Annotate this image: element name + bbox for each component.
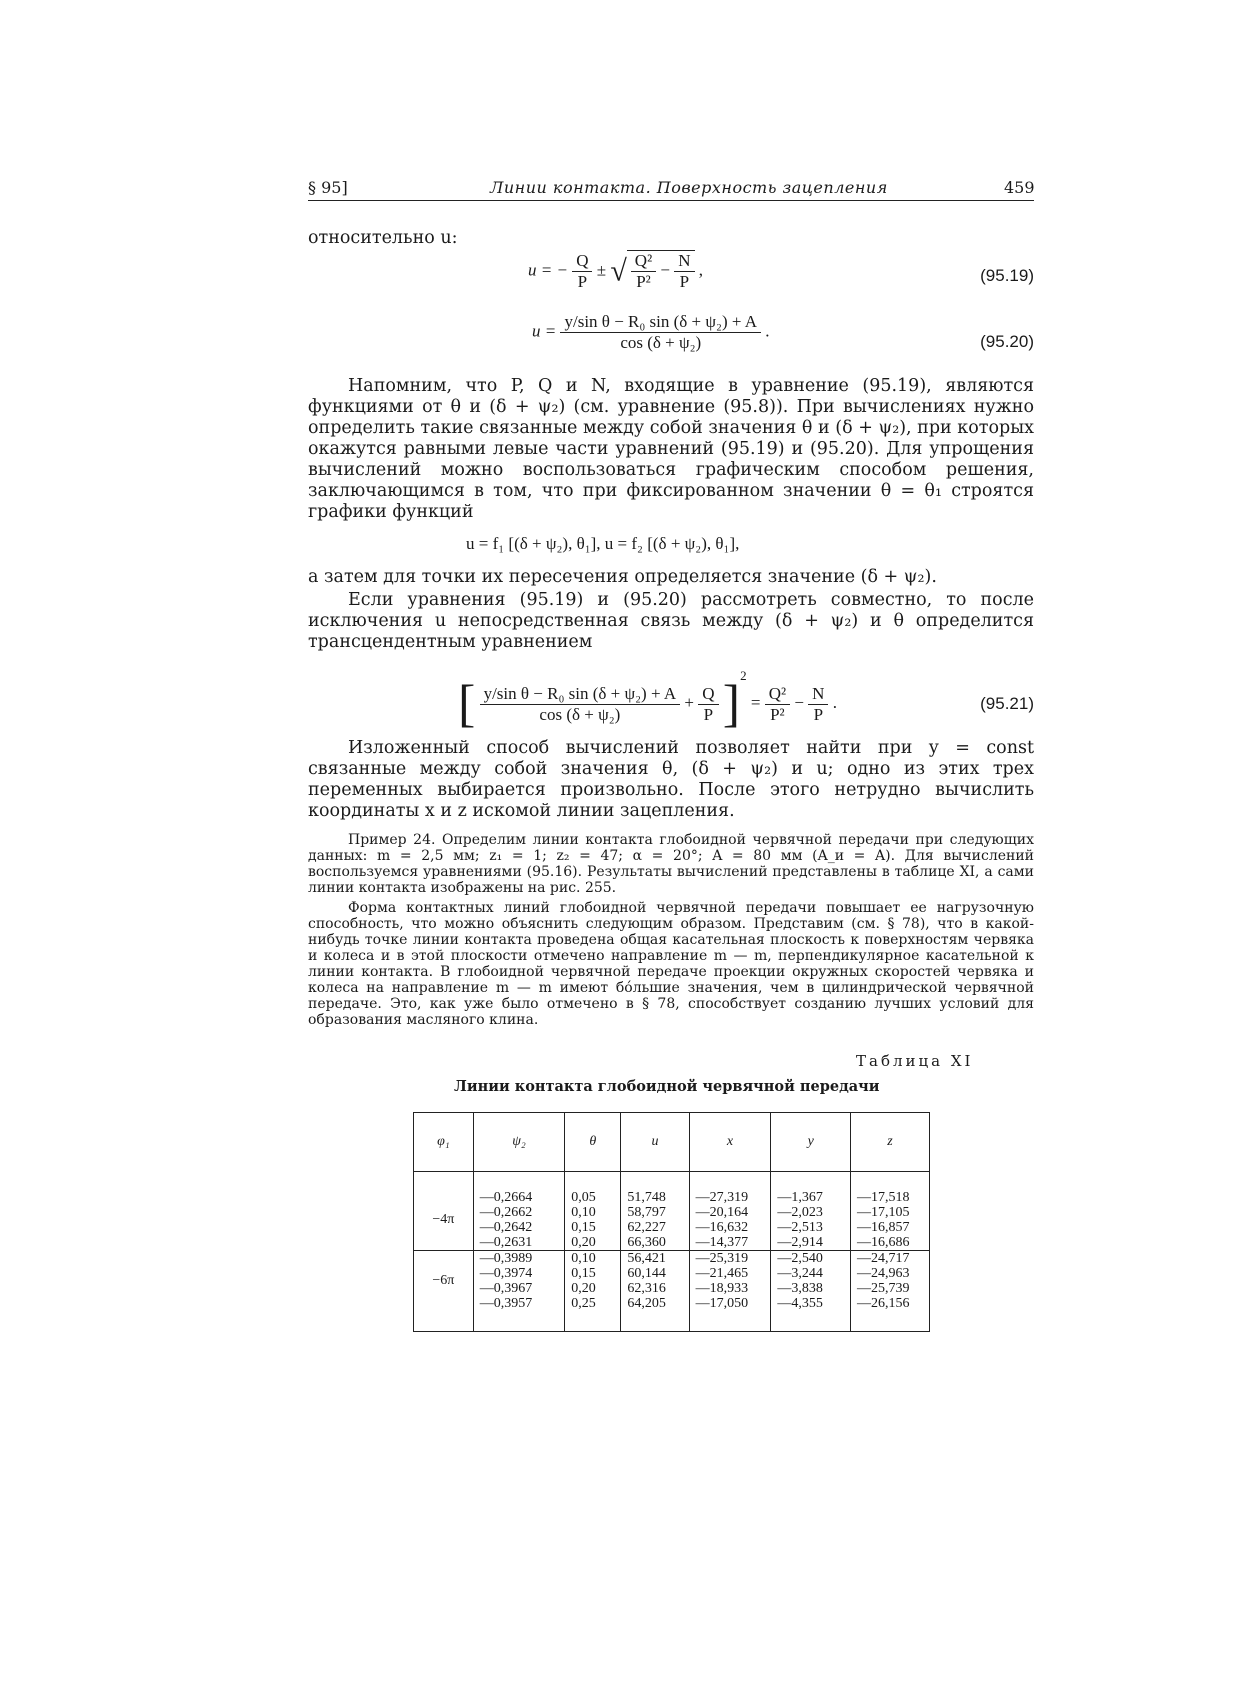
value: —0,2664 <box>479 1190 533 1205</box>
y-cell <box>771 1172 851 1251</box>
value: —20,164 <box>695 1205 749 1220</box>
eq19-num1: Q <box>572 251 592 272</box>
note-paragraph: Форма контактных линий глобоидной червячной передачи повышает ее нагрузочную способность, что можно объяснить следующим образом. Представим (см. § 78), что в какой-нибудь точке линии контакта проведена общая касательная плоскость к поверхностям червяка и колеса и в этой плоскости отмечено направление m — m, перпендикулярное касательной к линии контакта. В глобоидной червячной передаче проекции окружных скоростей червяка и колеса на направление m — m имеют бóльшие значения, чем в цилиндрической червячной передаче. Это, как уже было отмечено в § 78, способствует созданию лучших условий для образования масляного клина. <box>308 900 1034 1028</box>
value: 64,205 <box>627 1296 666 1311</box>
value: —0,2631 <box>479 1235 533 1250</box>
value: —24,717 <box>857 1251 910 1266</box>
paragraph-2: а затем для точки их пересечения определяется значение (δ + ψ₂). <box>308 567 937 587</box>
eq19-den1: P <box>577 272 588 291</box>
y-cell <box>771 1251 851 1332</box>
value: 62,316 <box>627 1281 666 1296</box>
eq21-p2: P² <box>770 704 785 724</box>
value: —16,632 <box>695 1220 749 1235</box>
value: 0,05 <box>571 1190 596 1205</box>
u-cell <box>621 1172 689 1251</box>
value: —16,686 <box>857 1235 910 1250</box>
value: 0,10 <box>571 1251 596 1266</box>
phi-cell: −6π <box>414 1251 474 1332</box>
header-z: z <box>851 1113 930 1172</box>
header-y: y <box>771 1113 851 1172</box>
eq21-plus: + <box>684 693 694 712</box>
value: —0,3967 <box>479 1281 533 1296</box>
eq19-sqrt-num1: Q² <box>631 251 656 272</box>
eq21-den: cos (δ + ψ₂) <box>539 704 621 724</box>
psi-cell <box>473 1251 564 1332</box>
header-phi: φ₁ <box>414 1113 474 1172</box>
eq19-pm: ± <box>596 260 607 280</box>
phi-cell: −4π <box>414 1172 474 1251</box>
value: —25,319 <box>695 1251 749 1266</box>
eq21-p: P <box>703 704 714 724</box>
eq19-sqrt-den1: P² <box>636 272 651 291</box>
value: 66,360 <box>627 1235 666 1250</box>
header-psi: ψ₂ <box>473 1113 564 1172</box>
value: —26,156 <box>857 1296 910 1311</box>
value: 51,748 <box>627 1190 666 1205</box>
eq21-rhs: = <box>750 693 761 712</box>
value: —24,963 <box>857 1266 910 1281</box>
eq21-q2: Q² <box>765 684 790 705</box>
x-cell <box>689 1172 771 1251</box>
value: —25,739 <box>857 1281 910 1296</box>
value: —17,518 <box>857 1190 910 1205</box>
eq19-minus: − <box>660 260 671 280</box>
value: 62,227 <box>627 1220 666 1235</box>
eq21-q: Q <box>698 684 718 705</box>
value: —14,377 <box>695 1235 749 1250</box>
eq20-num: y/sin θ − R₀ sin (δ + ψ₂) + A <box>560 312 761 333</box>
value: —4,355 <box>777 1296 823 1311</box>
example-paragraph: Пример 24. Определим линии контакта глобоидной червячной передачи при следующих данных: m = 2,5 мм; z₁ = 1; z₂ = 47; α = 20°; A = 80 мм (A_и = A). Для вычислений воспользуемся уравнениями (95.16). Результаты вычислений представлены в таблице XI, а сами линии контакта изображены на рис. 255. <box>308 832 1034 896</box>
value: —2,023 <box>777 1205 823 1220</box>
paragraph-1: Напомним, что P, Q и N, входящие в уравнение (95.19), являются функциями от θ и (δ + ψ₂) (см. уравнение (95.8)). При вычислениях нужно определить такие связанные между собой значения θ и (δ + ψ₂), при которых окажутся равными левые части уравнений (95.19) и (95.20). Для упрощения вычислений можно воспользоваться графическим способом решения, заключающимся в том, что при фиксированном значении θ = θ₁ строятся графики функций <box>308 376 1034 522</box>
z-cell <box>851 1251 930 1332</box>
value: —0,2662 <box>479 1205 533 1220</box>
equation-label-95-19: (95.19) <box>980 266 1034 285</box>
value: —27,319 <box>695 1190 749 1205</box>
paragraph-4: Изложенный способ вычислений позволяет найти при y = const связанные между собой значения θ, (δ + ψ₂) и u; одно из этих трех переменных выбирается произвольно. После этого нетрудно вычислить координаты x и z искомой линии зацепления. <box>308 738 1034 821</box>
data-table <box>413 1112 930 1332</box>
value: —0,2642 <box>479 1220 533 1235</box>
page-number: 459 <box>1004 178 1035 197</box>
equation-95-19: u = − $\frac{Q}{P}$ ± √ $\frac{\text{Q²}}{\text{P²}}$ − $\frac{N}{P}$ , <box>528 251 704 291</box>
psi-cell <box>473 1172 564 1251</box>
value: —2,540 <box>777 1251 823 1266</box>
value: 0,15 <box>571 1220 596 1235</box>
u-cell <box>621 1251 689 1332</box>
equation-95-21: [ $\frac{\text{y/sin θ − R₀ sin (δ + ψ₂) + A}}{\text{cos (δ + ψ₂)}}$ + $\frac{Q}{P}$ ]$^2$ = $\frac{\text{Q²}}{\text{P²}}$ − $\frac{N}{P}$ . <box>458 668 837 733</box>
value: 0,15 <box>571 1266 596 1281</box>
header-u: u <box>621 1113 689 1172</box>
table-row <box>414 1251 930 1332</box>
value: 60,144 <box>627 1266 666 1281</box>
eq21-p3: P <box>813 704 824 724</box>
z-cell <box>851 1172 930 1251</box>
header-theta: θ <box>565 1113 621 1172</box>
eq19-sqrt-den2: P <box>679 272 690 291</box>
value: —17,105 <box>857 1205 910 1220</box>
value: —1,367 <box>777 1190 823 1205</box>
table-label: Таблица XI <box>856 1052 974 1070</box>
equation-95-20 <box>532 312 770 353</box>
value: 0,10 <box>571 1205 596 1220</box>
section-number: § 95] <box>308 178 348 197</box>
value: —0,3974 <box>479 1266 533 1281</box>
eq21-n: N <box>808 684 828 705</box>
eq21-num: y/sin θ − R₀ sin (δ + ψ₂) + A <box>480 684 681 705</box>
header-rule <box>308 200 1034 201</box>
equation-label-95-20: (95.20) <box>980 332 1034 351</box>
equation-functions: u = f₁ [(δ + ψ₂), θ₁], u = f₂ [(δ + ψ₂), θ₁], <box>466 534 740 553</box>
eq20-lhs: u = <box>532 321 557 341</box>
value: —0,3989 <box>479 1251 533 1266</box>
eq20-tail: . <box>765 321 770 341</box>
paragraph-3: Если уравнения (95.19) и (95.20) рассмотреть совместно, то после исключения u непосредственная связь между (δ + ψ₂) и θ определится трансцендентным уравнением <box>308 590 1034 652</box>
value: —3,838 <box>777 1281 823 1296</box>
value: 0,20 <box>571 1235 596 1250</box>
theta-cell <box>565 1172 621 1251</box>
table-header-row <box>414 1113 930 1172</box>
eq19-tail: , <box>698 260 704 280</box>
value: —0,3957 <box>479 1296 533 1311</box>
value: —18,933 <box>695 1281 749 1296</box>
value: —3,244 <box>777 1266 823 1281</box>
value: 58,797 <box>627 1205 666 1220</box>
eq21-tail: . <box>832 693 837 712</box>
eq20-den: cos (δ + ψ₂) <box>620 333 702 352</box>
value: 56,421 <box>627 1251 666 1266</box>
eq19-sqrt-num2: N <box>674 251 694 272</box>
running-title: Линии контакта. Поверхность зацепления <box>490 178 888 197</box>
value: —16,857 <box>857 1220 910 1235</box>
value: —2,914 <box>777 1235 823 1250</box>
intro-text: относительно u: <box>308 228 458 248</box>
value: 0,20 <box>571 1281 596 1296</box>
value: —17,050 <box>695 1296 749 1311</box>
value: —2,513 <box>777 1220 823 1235</box>
eq21-minus: − <box>794 693 804 712</box>
table-title: Линии контакта глобоидной червячной передачи <box>454 1078 880 1095</box>
header-x: x <box>689 1113 771 1172</box>
value: —21,465 <box>695 1266 749 1281</box>
x-cell <box>689 1251 771 1332</box>
eq19-lhs: u = − <box>528 260 568 280</box>
value: 0,25 <box>571 1296 596 1311</box>
theta-cell <box>565 1251 621 1332</box>
equation-label-95-21: (95.21) <box>980 694 1034 713</box>
table-row <box>414 1172 930 1251</box>
